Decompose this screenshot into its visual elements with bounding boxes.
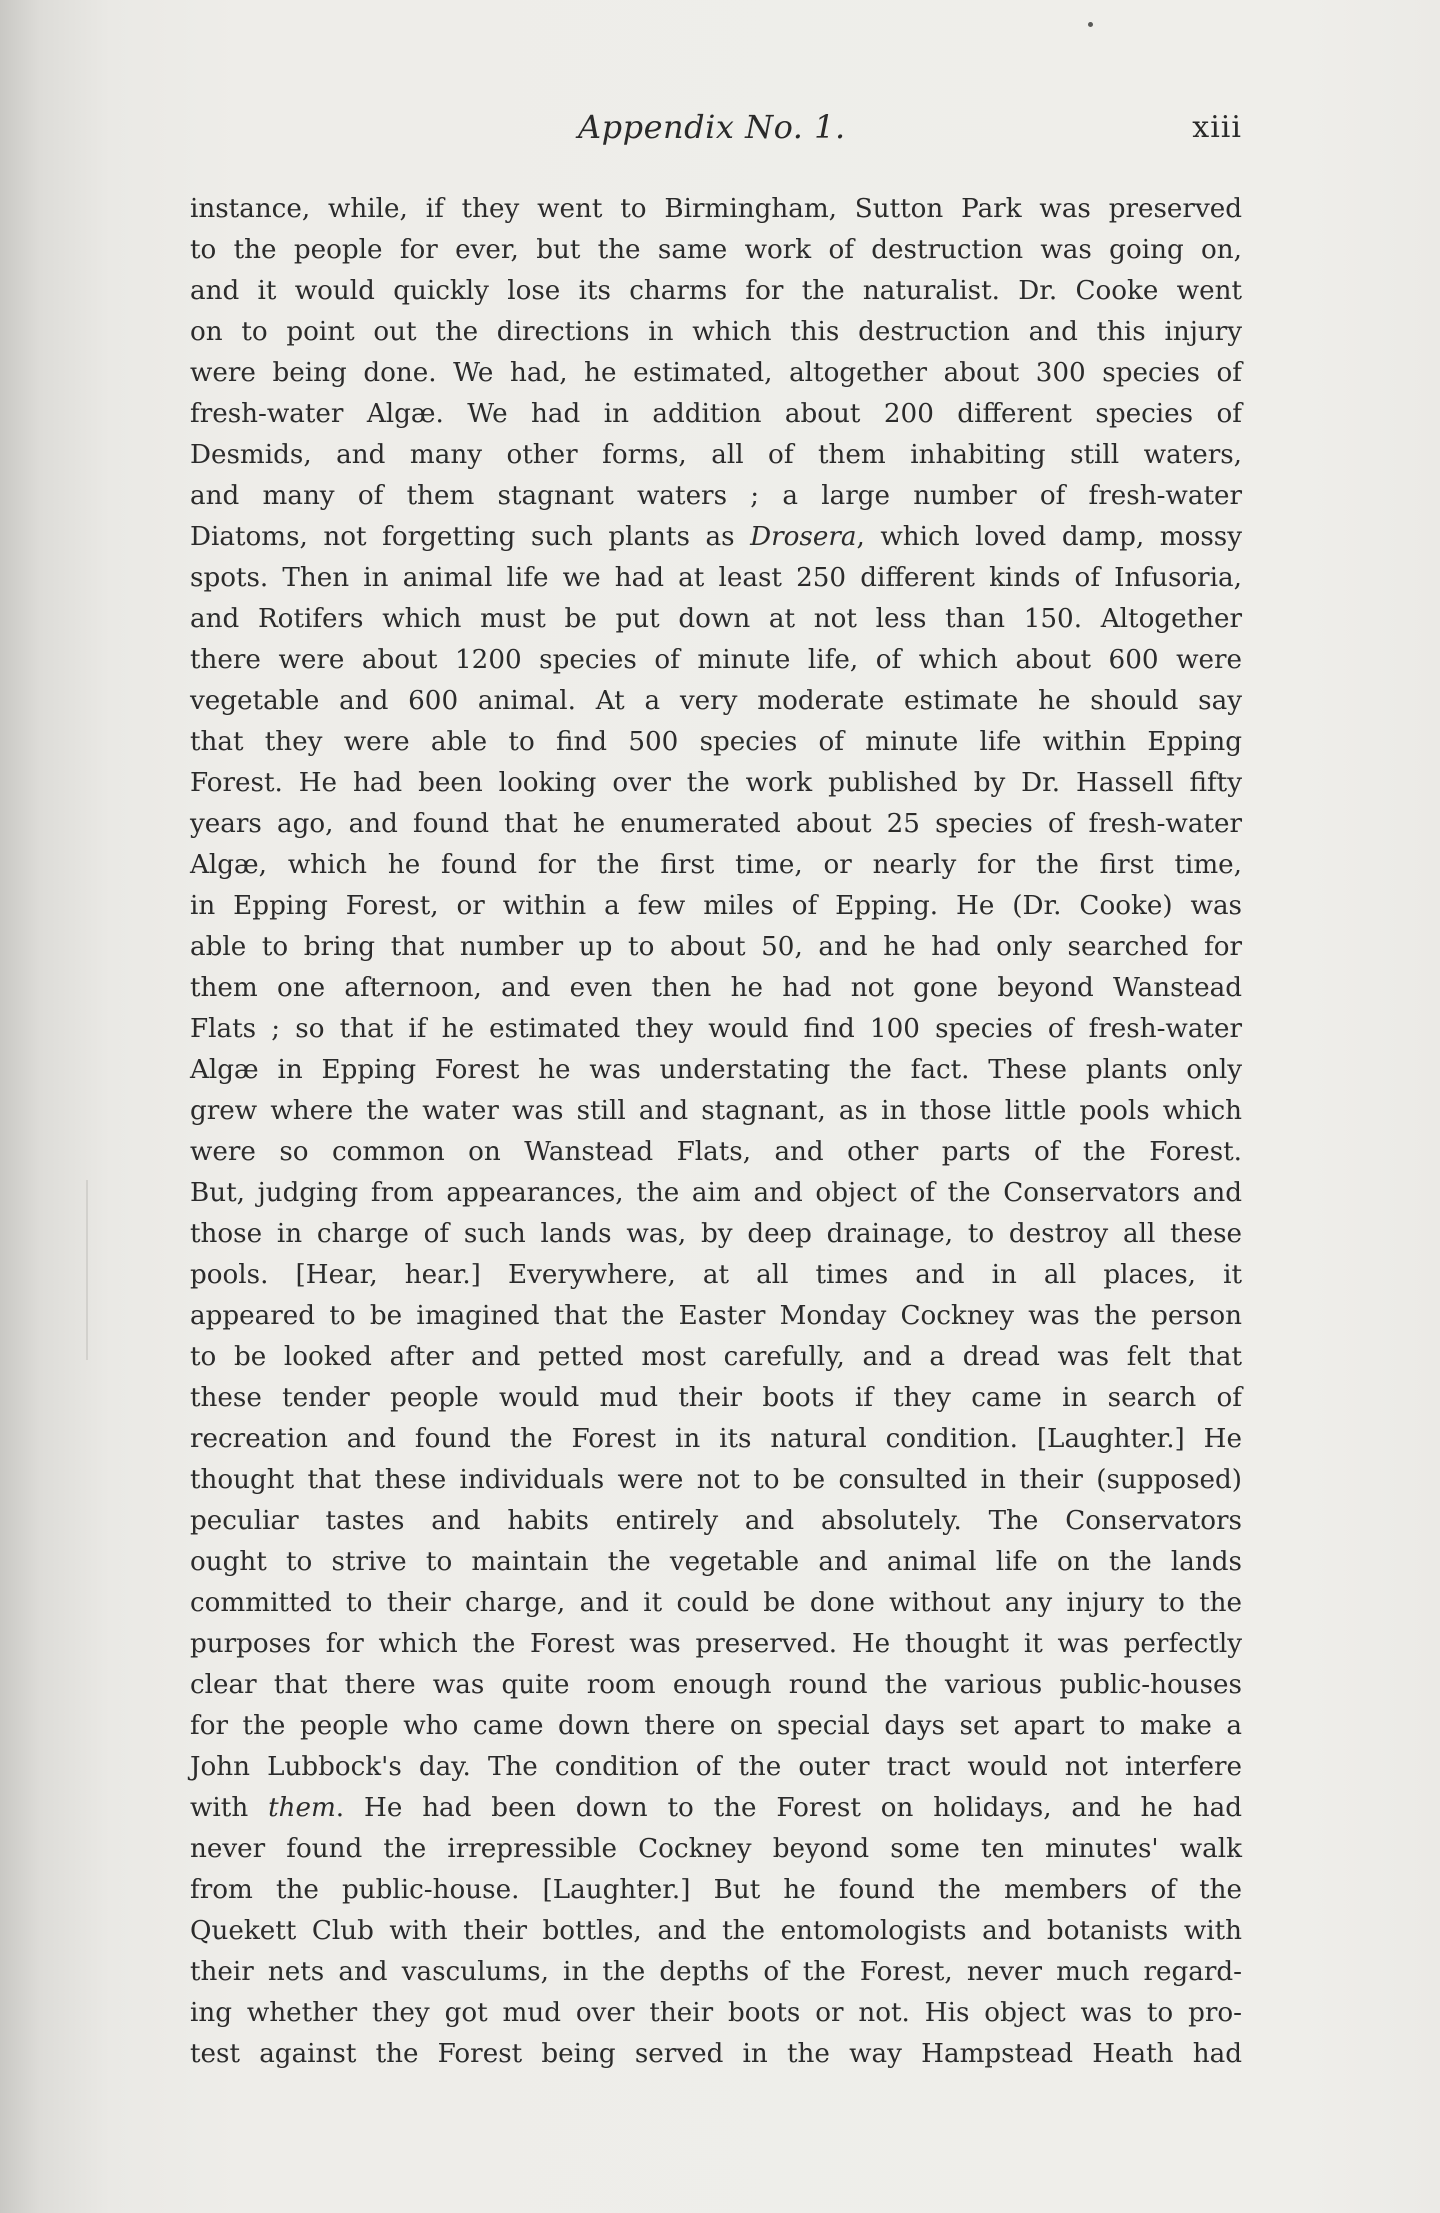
- text-line: John Lubbock's day. The condition of the outer tract would not interfere: [190, 1752, 1242, 1782]
- text-line: with them. He had been down to the Forest on holidays, and he had: [190, 1793, 1243, 1823]
- italic-term: them: [268, 1793, 336, 1823]
- running-title: Appendix No. 1.: [578, 108, 846, 146]
- italic-term: Drosera: [750, 522, 857, 552]
- text-line: Algæ in Epping Forest he was understating the fact. These plants only: [190, 1055, 1242, 1085]
- text-line: and many of them stagnant waters ; a large number of fresh-water: [190, 481, 1242, 511]
- text-line: Desmids, and many other forms, all of them inhabiting still waters,: [190, 440, 1242, 470]
- text-line: peculiar tastes and habits entirely and absolutely. The Conservators: [190, 1506, 1242, 1536]
- text-line: committed to their charge, and it could be done without any injury to the: [190, 1588, 1242, 1618]
- text-line: ought to strive to maintain the vegetable and animal life on the lands: [190, 1547, 1242, 1577]
- text-line: and Rotifers which must be put down at not less than 150. Altogether: [190, 604, 1242, 634]
- text-line: for the people who came down there on special days set apart to make a: [190, 1711, 1242, 1741]
- text-line: were being done. We had, he estimated, altogether about 300 species of: [190, 358, 1242, 388]
- text-line: were so common on Wanstead Flats, and other parts of the Forest.: [190, 1137, 1242, 1167]
- text-line: clear that there was quite room enough round the various public-houses: [190, 1670, 1242, 1700]
- text-line: them one afternoon, and even then he had not gone beyond Wanstead: [190, 973, 1242, 1003]
- text-line: those in charge of such lands was, by deep drainage, to destroy all these: [190, 1219, 1242, 1249]
- text-line: Forest. He had been looking over the work published by Dr. Hassell fifty: [190, 768, 1242, 798]
- text-line: to the people for ever, but the same work of destruction was going on,: [190, 235, 1242, 265]
- text-line: able to bring that number up to about 50, and he had only searched for: [190, 932, 1242, 962]
- text-line: on to point out the directions in which this destruction and this injury: [190, 317, 1242, 347]
- page-number: xiii: [1192, 110, 1242, 145]
- text-line: recreation and found the Forest in its natural condition. [Laughter.] He: [190, 1424, 1242, 1454]
- text-line: thought that these individuals were not to be consulted in their (supposed): [190, 1465, 1242, 1495]
- text-line: these tender people would mud their boots if they came in search of: [190, 1383, 1242, 1413]
- text-line: grew where the water was still and stagnant, as in those little pools which: [190, 1096, 1242, 1126]
- text-line: ing whether they got mud over their boots or not. His object was to pro-: [190, 1998, 1242, 2028]
- text-line: never found the irrepressible Cockney beyond some ten minutes' walk: [190, 1834, 1242, 1864]
- text-line: their nets and vasculums, in the depths of the Forest, never much regard-: [190, 1957, 1242, 1987]
- text-line: purposes for which the Forest was preserved. He thought it was perfectly: [190, 1629, 1242, 1659]
- text-line: Quekett Club with their bottles, and the entomologists and botanists with: [190, 1916, 1242, 1946]
- text-line: and it would quickly lose its charms for the naturalist. Dr. Cooke went: [190, 276, 1242, 306]
- text-line: pools. [Hear, hear.] Everywhere, at all times and in all places, it: [190, 1260, 1242, 1290]
- text-line: that they were able to find 500 species of minute life within Epping: [190, 727, 1242, 757]
- text-line: vegetable and 600 animal. At a very moderate estimate he should say: [190, 686, 1242, 716]
- body-text: [190, 189, 1242, 2075]
- text-line: instance, while, if they went to Birmingham, Sutton Park was preserved: [190, 194, 1242, 224]
- text-line: to be looked after and petted most carefully, and a dread was felt that: [190, 1342, 1242, 1372]
- text-line: fresh-water Algæ. We had in addition about 200 different species of: [190, 399, 1242, 429]
- page-header: [190, 108, 1242, 158]
- text-line: spots. Then in animal life we had at least 250 different kinds of Infusoria,: [190, 563, 1242, 593]
- scan-speck: [1088, 22, 1093, 27]
- text-line: test against the Forest being served in the way Hampstead Heath had: [190, 2039, 1242, 2069]
- text-line: from the public-house. [Laughter.] But he found the members of the: [190, 1875, 1242, 1905]
- text-line: But, judging from appearances, the aim and object of the Conservators and: [190, 1178, 1242, 1208]
- gutter-mark: [86, 1180, 88, 1360]
- text-line: appeared to be imagined that the Easter Monday Cockney was the person: [190, 1301, 1242, 1331]
- text-line: years ago, and found that he enumerated about 25 species of fresh-water: [190, 809, 1242, 839]
- text-line: Diatoms, not forgetting such plants as Drosera, which loved damp, mossy: [190, 522, 1243, 552]
- text-line: in Epping Forest, or within a few miles of Epping. He (Dr. Cooke) was: [190, 891, 1242, 921]
- text-line: Flats ; so that if he estimated they would find 100 species of fresh-water: [190, 1014, 1242, 1044]
- text-line: there were about 1200 species of minute life, of which about 600 were: [190, 645, 1242, 675]
- text-line: Algæ, which he found for the first time, or nearly for the first time,: [190, 850, 1242, 880]
